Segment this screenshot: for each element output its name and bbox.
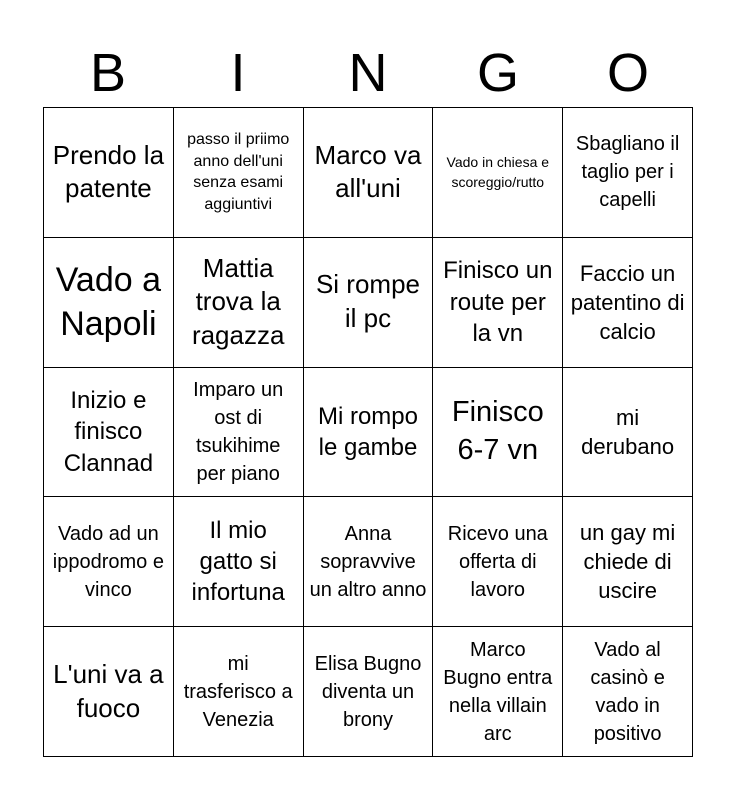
header-letter-n: N [348,43,388,103]
bingo-cell-text: Vado ad un ippodromo e vinco [52,522,164,601]
bingo-cell-text: Inizio e finisco Clannad [63,387,154,477]
bingo-cell-r3-c4[interactable] [433,368,563,498]
bingo-cell-r5-c2[interactable] [174,627,304,757]
bingo-cell-r4-c1[interactable] [44,497,174,627]
bingo-cell-text: Sbagliano il taglio per i capelli [575,133,680,212]
bingo-cell-r3-c5[interactable] [563,368,693,498]
bingo-cell-text: Faccio un patentino di calcio [570,260,685,344]
bingo-cell-r1-c4[interactable] [433,108,563,238]
bingo-cell-text: passo il priimo anno dell'uni senza esami aggiuntivi [187,131,290,213]
header-letter-b: B [89,43,127,103]
bingo-cell-r2-c2[interactable] [174,238,304,368]
bingo-cell-r5-c3[interactable] [304,627,434,757]
bingo-cell-text: Marco Bugno entra nella villain arc [443,638,553,745]
bingo-cell-text: Vado al casinò e vado in positivo [590,638,665,745]
bingo-cell-r1-c5[interactable] [563,108,693,238]
bingo-cell-text: Finisco un route per la vn [443,257,553,347]
bingo-cell-text: Vado a Napoli [55,261,162,344]
bingo-header [43,40,693,106]
bingo-cell-text: Finisco 6-7 vn [451,396,544,466]
bingo-cell-text: Marco va all'uni [314,139,422,204]
bingo-cell-text: Ricevo una offerta di lavoro [447,522,548,601]
bingo-cell-r5-c4[interactable] [433,627,563,757]
bingo-cell-r2-c3[interactable] [304,238,434,368]
header-letter-o: O [606,43,649,103]
bingo-cell-r4-c4[interactable] [433,497,563,627]
bingo-cell-r4-c2[interactable] [174,497,304,627]
bingo-cell-r4-c3[interactable] [304,497,434,627]
bingo-cell-r4-c5[interactable] [563,497,693,627]
bingo-cell-text: mi derubano [581,404,675,459]
bingo-cell-text: L'uni va a fuoco [53,658,164,723]
bingo-cell-r2-c5[interactable] [563,238,693,368]
bingo-cell-r1-c2[interactable] [174,108,304,238]
bingo-cell-text: Mi rompo le gambe [317,402,418,461]
bingo-cell-text: Vado in chiesa e scoreggio/rutto [446,154,550,191]
bingo-cell-r3-c3[interactable] [304,368,434,498]
bingo-cell-r2-c1[interactable] [44,238,174,368]
bingo-cell-text: Elisa Bugno diventa un brony [314,652,422,731]
bingo-cell-r5-c5[interactable] [563,627,693,757]
bingo-cell-text: Anna sopravvive un altro anno [309,522,427,601]
bingo-cell-text: Mattia trova la ragazza [191,252,285,351]
bingo-cell-r1-c3[interactable] [304,108,434,238]
bingo-cell-r5-c1[interactable] [44,627,174,757]
bingo-cell-text: Prendo la patente [52,139,165,204]
bingo-cell-text: mi trasferisco a Venezia [183,652,293,731]
bingo-cell-r3-c1[interactable] [44,368,174,498]
bingo-cell-r1-c1[interactable] [44,108,174,238]
header-letter-i: I [230,43,246,103]
bingo-cell-text: un gay mi chiede di uscire [579,520,676,604]
bingo-cell-text: Il mio gatto si infortuna [191,517,285,607]
bingo-cell-r3-c2[interactable] [174,368,304,498]
bingo-cell-text: Si rompe il pc [315,269,421,334]
bingo-card-grid [43,107,693,757]
bingo-cell-r2-c4[interactable] [433,238,563,368]
header-letter-g: G [476,43,519,103]
bingo-cell-text: Imparo un ost di tsukihime per piano [193,378,284,485]
